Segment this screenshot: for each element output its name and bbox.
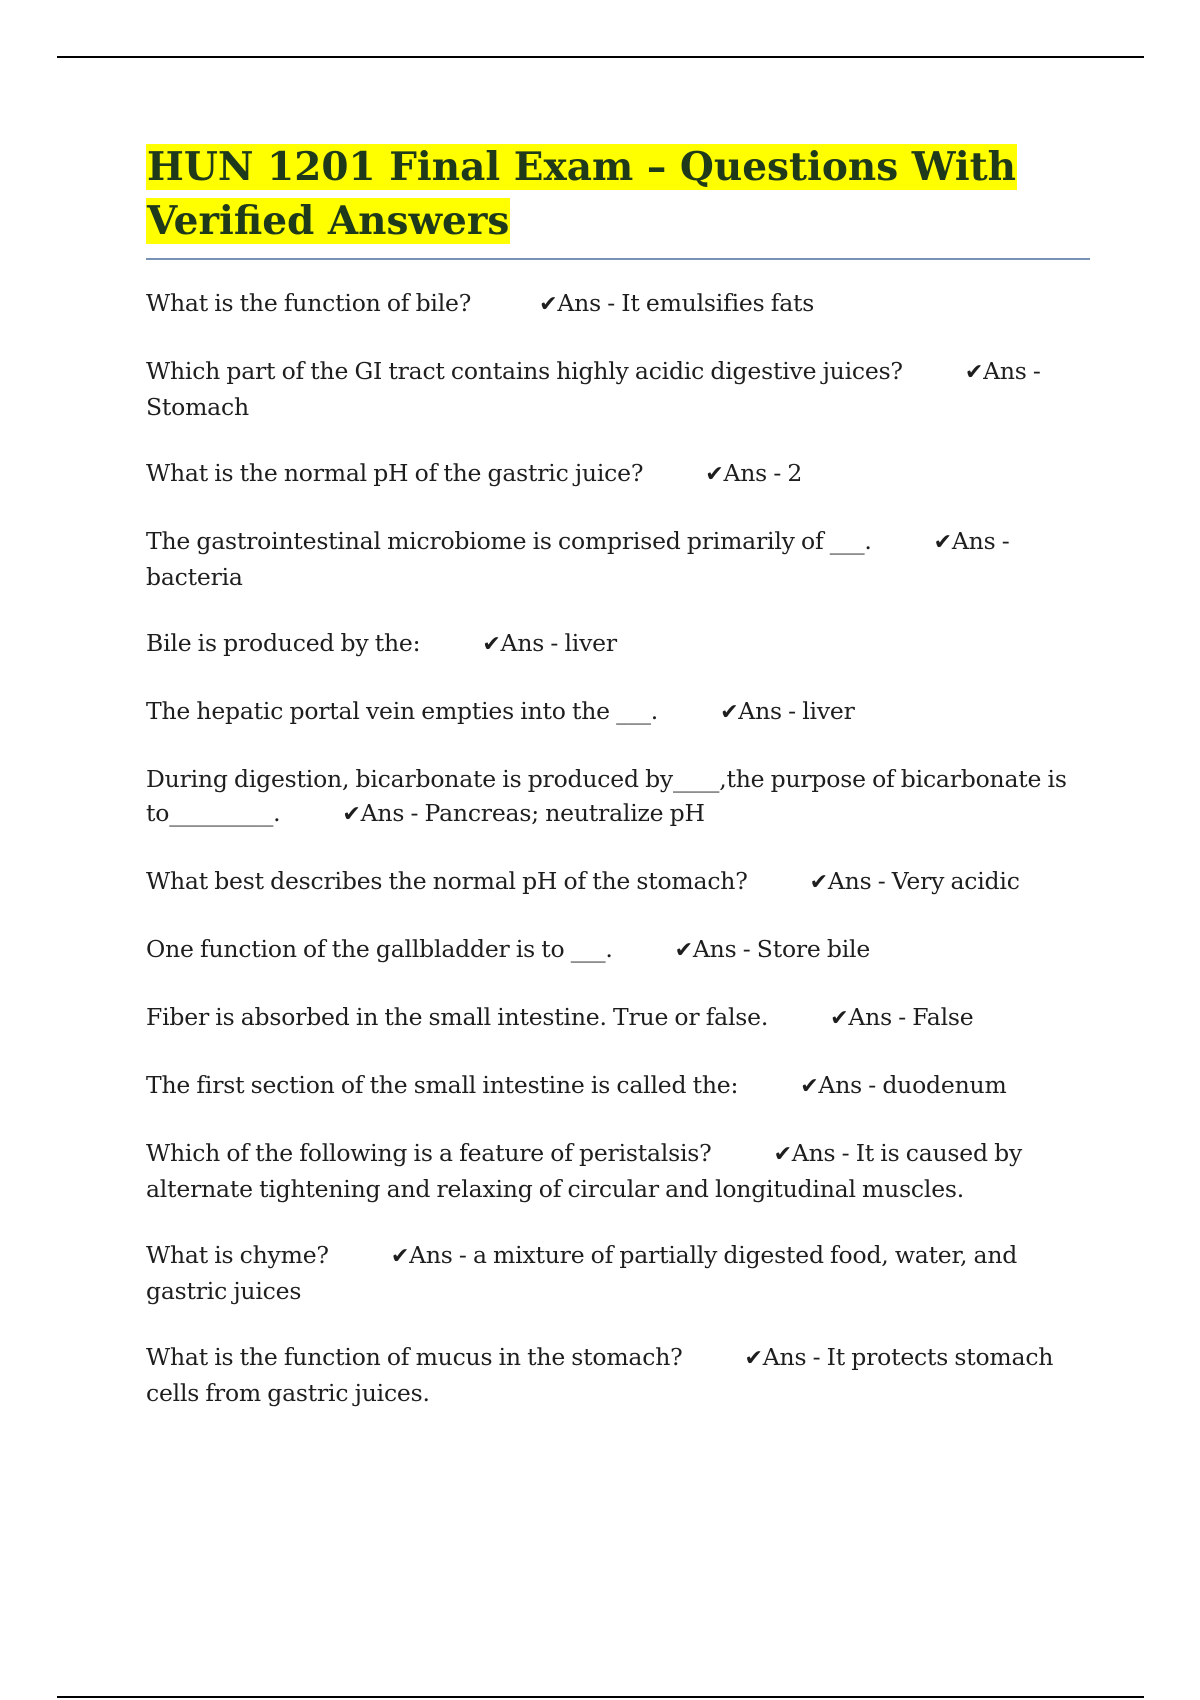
answer-label: Ans [762, 1343, 807, 1371]
qa-item [146, 1340, 1090, 1410]
answer-separator: - [868, 1071, 877, 1099]
qa-item [146, 1238, 1090, 1308]
qa-item [146, 354, 1090, 424]
check-icon: ✔ [964, 360, 984, 385]
answer-separator: - [1001, 527, 1010, 555]
answer-label: Ans [557, 289, 601, 317]
answer-label: Ans [409, 1241, 453, 1269]
question-text: Fiber is absorbed in the small intestine. True or false. [146, 1003, 769, 1031]
answer-label: Ans [360, 799, 405, 827]
answer-separator: - [410, 799, 419, 827]
qa-item [146, 694, 1090, 730]
question-text: Which of the following is a feature of peristalsis? [146, 1139, 712, 1167]
title-highlight: HUN 1201 Final Exam – Questions With Verified Answers [147, 144, 1017, 244]
answer-label: Ans [848, 1003, 892, 1031]
answer-text: False [912, 1003, 974, 1031]
answer-label: Ans [500, 629, 545, 657]
question-text: What best describes the normal pH of the stomach? [146, 867, 748, 895]
qa-item [146, 762, 1090, 832]
answer-separator: - [877, 867, 886, 895]
answer-label: Ans [791, 1139, 836, 1167]
qa-list [146, 286, 1090, 1410]
qa-item [146, 1000, 1090, 1036]
answer-separator: - [812, 1343, 821, 1371]
qa-item [146, 626, 1090, 662]
answer-text: a mixture of partially digested food, water, and gastric juices [146, 1241, 1018, 1305]
qa-item [146, 456, 1090, 492]
check-icon: ✔ [539, 292, 558, 317]
document-body [146, 140, 1090, 1442]
qa-item [146, 932, 1090, 968]
answer-text: Pancreas; neutralize pH [424, 799, 705, 827]
answer-separator: - [458, 1241, 467, 1269]
answer-separator: - [898, 1003, 906, 1031]
qa-item [146, 286, 1090, 322]
document-title [146, 140, 1090, 248]
answer-label: Ans [827, 867, 872, 895]
check-icon: ✔ [800, 1074, 819, 1099]
question-text: Which part of the GI tract contains highly acidic digestive juices? [146, 357, 903, 385]
qa-item [146, 1136, 1090, 1206]
question-text: What is chyme? [146, 1241, 329, 1269]
answer-text: 2 [787, 459, 803, 487]
answer-text: bacteria [146, 563, 243, 591]
answer-label: Ans [692, 935, 737, 963]
question-text: The hepatic portal vein empties into the ___. [146, 697, 659, 725]
check-icon: ✔ [830, 1006, 849, 1031]
question-text: During digestion, bicarbonate is produced by____,the purpose of bicarbonate is to_________. [146, 765, 1067, 827]
answer-separator: - [788, 697, 796, 725]
answer-text: It protects stomach cells from gastric juices. [146, 1343, 1054, 1407]
check-icon: ✔ [390, 1244, 410, 1269]
question-text: The gastrointestinal microbiome is comprised primarily of ___. [146, 527, 872, 555]
page-bottom-rule [57, 1696, 1144, 1698]
answer-separator: - [773, 459, 782, 487]
answer-text: Store bile [756, 935, 871, 963]
answer-separator: - [607, 289, 615, 317]
answer-separator: - [550, 629, 559, 657]
answer-text: It is caused by alternate tightening and relaxing of circular and longitudinal muscles. [146, 1139, 1023, 1203]
qa-item [146, 1068, 1090, 1104]
page-top-rule [57, 56, 1144, 58]
answer-label: Ans [723, 459, 768, 487]
answer-separator: - [1032, 357, 1041, 385]
check-icon: ✔ [773, 1142, 792, 1167]
answer-text: Very acidic [891, 867, 1020, 895]
answer-text: Stomach [146, 393, 249, 421]
check-icon: ✔ [342, 802, 361, 827]
question-text: One function of the gallbladder is to ___. [146, 935, 613, 963]
answer-text: liver [802, 697, 855, 725]
title-underline [146, 258, 1090, 260]
qa-item [146, 864, 1090, 900]
answer-text: duodenum [882, 1071, 1007, 1099]
check-icon: ✔ [674, 938, 693, 963]
check-icon: ✔ [744, 1346, 763, 1371]
question-text: What is the function of mucus in the stomach? [146, 1343, 683, 1371]
answer-separator: - [841, 1139, 850, 1167]
answer-label: Ans [951, 527, 996, 555]
check-icon: ✔ [933, 530, 952, 555]
question-text: The first section of the small intestine is called the: [146, 1071, 739, 1099]
check-icon: ✔ [720, 700, 739, 725]
check-icon: ✔ [809, 870, 828, 895]
answer-text: It emulsifies fats [621, 289, 815, 317]
answer-label: Ans [738, 697, 782, 725]
answer-text: liver [564, 629, 617, 657]
check-icon: ✔ [705, 462, 724, 487]
question-text: What is the normal pH of the gastric juice? [146, 459, 644, 487]
answer-separator: - [742, 935, 751, 963]
qa-item [146, 524, 1090, 594]
question-text: What is the function of bile? [146, 289, 472, 317]
answer-label: Ans [818, 1071, 862, 1099]
question-text: Bile is produced by the: [146, 629, 421, 657]
check-icon: ✔ [482, 632, 501, 657]
answer-label: Ans [983, 357, 1027, 385]
